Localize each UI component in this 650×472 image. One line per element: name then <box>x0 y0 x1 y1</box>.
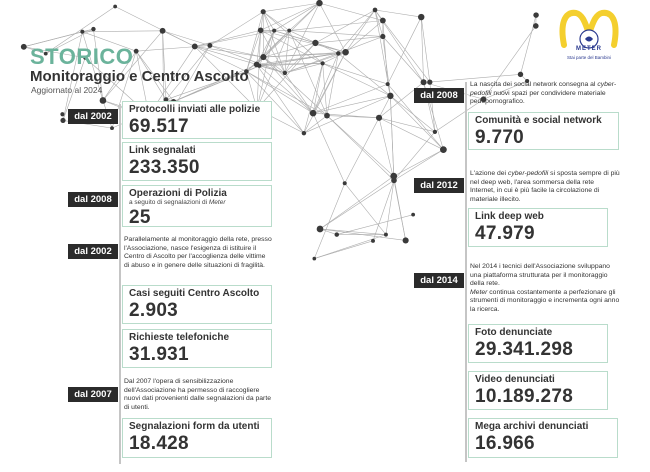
network-node <box>207 43 212 48</box>
card-link-deep-web <box>468 208 608 247</box>
year-badge-2008-right: dal 2008 <box>414 88 464 103</box>
network-node <box>310 110 317 117</box>
card-label: Operazioni di Polizia <box>129 188 227 199</box>
network-link <box>289 21 383 31</box>
network-link <box>163 31 210 46</box>
network-node <box>418 14 424 20</box>
network-node <box>260 54 266 60</box>
network-link <box>345 118 379 183</box>
network-node <box>518 72 523 77</box>
card-label: Video denunciati <box>475 374 555 385</box>
card-value: 31.931 <box>129 344 189 365</box>
network-node <box>533 12 538 17</box>
left-timeline-line <box>119 104 121 464</box>
network-link <box>327 116 394 177</box>
network-node <box>533 23 539 29</box>
network-link <box>337 215 413 235</box>
network-node <box>391 178 397 184</box>
network-link <box>304 96 390 133</box>
network-node <box>316 0 323 6</box>
card-label: Richieste telefoniche <box>129 332 230 343</box>
network-node <box>261 9 266 14</box>
network-node <box>321 61 325 65</box>
note-social-network: La nascita dei social network consegna al cyber-pedofili nuovi spazi per condividere materiale pedopornografico. <box>470 81 617 106</box>
page-subtitle: Monitoraggio e Centro Ascolto <box>30 68 249 85</box>
logo-tagline: Stai parte del Bambini <box>566 55 612 60</box>
year-badge-2008: dal 2008 <box>68 192 118 207</box>
card-casi-centro-ascolto <box>122 285 272 324</box>
card-value: 25 <box>129 207 151 228</box>
network-node <box>433 130 437 134</box>
network-node <box>283 71 287 75</box>
note-sensibilizzazione: Dal 2007 l'opera di sensibilizzazione dell'Associazione ha permesso di raccogliere nuovi dati provenienti dalle segnalazioni da parte di utenti. <box>124 378 271 411</box>
network-link <box>383 37 424 83</box>
network-link <box>313 113 379 118</box>
network-link <box>394 180 406 240</box>
network-node <box>80 30 84 34</box>
network-link <box>521 15 537 74</box>
network-node <box>342 49 349 56</box>
network-node <box>91 27 95 31</box>
network-node <box>335 232 339 236</box>
network-link <box>386 180 394 234</box>
network-link <box>383 21 388 85</box>
network-node <box>192 44 198 50</box>
network-link <box>163 31 195 47</box>
card-comunita-social <box>468 112 619 150</box>
network-node <box>343 181 347 185</box>
network-link <box>304 63 323 133</box>
network-node <box>336 51 340 55</box>
card-value: 9.770 <box>475 127 525 148</box>
year-badge-2002-b: dal 2002 <box>68 244 118 259</box>
network-link <box>313 53 338 113</box>
year-badge-2007: dal 2007 <box>68 387 118 402</box>
network-link <box>313 113 345 183</box>
card-value: 10.189.278 <box>475 386 574 407</box>
card-label: Comunità e social network <box>475 115 602 126</box>
card-label: Segnalazioni form da utenti <box>129 421 260 432</box>
network-link <box>263 12 289 31</box>
network-node <box>254 62 260 68</box>
network-node <box>386 82 390 86</box>
network-node <box>134 49 139 54</box>
updated-date: Aggiornato al 2024 <box>31 85 103 95</box>
card-label: Foto denunciate <box>475 327 553 338</box>
card-segnalazioni-form <box>122 418 272 458</box>
network-node <box>258 27 264 33</box>
year-badge-2014: dal 2014 <box>414 273 464 288</box>
card-value: 16.966 <box>475 433 535 454</box>
network-node <box>317 226 324 233</box>
network-link <box>379 96 390 118</box>
note-piattaforma: Nel 2014 i tecnici dell'Associazione sviluppano una piattaforma strutturata per il monitoraggio della rete. Meter continua costantemente a perfezionare gli strumenti di monitoraggio e incrementa ogni anno la ricerca. <box>470 263 620 313</box>
network-link <box>285 73 313 113</box>
network-node <box>421 79 427 85</box>
network-link <box>323 63 388 84</box>
network-node <box>440 146 447 153</box>
network-node <box>160 28 166 34</box>
network-link <box>320 180 394 229</box>
card-value: 47.979 <box>475 223 535 244</box>
card-value: 233.350 <box>129 157 200 178</box>
card-mega-archivi <box>468 418 618 458</box>
card-video-denunciati <box>468 371 608 410</box>
card-value: 69.517 <box>129 116 189 137</box>
network-link <box>375 10 421 17</box>
network-node <box>60 112 64 116</box>
network-node <box>380 34 385 39</box>
network-node <box>376 115 382 121</box>
network-node <box>113 5 117 9</box>
network-node <box>371 239 375 243</box>
network-node <box>411 213 415 217</box>
network-link <box>327 116 394 181</box>
network-link <box>383 37 391 96</box>
card-label: Link segnalati <box>129 145 196 156</box>
card-value: 2.903 <box>129 300 179 321</box>
card-label: Casi seguiti Centro Ascolto <box>129 288 260 299</box>
network-node <box>403 237 409 243</box>
network-link <box>394 132 435 181</box>
network-node <box>384 233 388 237</box>
network-link <box>313 84 388 113</box>
card-sublabel: a seguito di segnalazioni di Meter <box>129 199 226 206</box>
network-link <box>314 235 386 259</box>
card-label: Link deep web <box>475 211 544 222</box>
page-title: STORICO <box>30 44 134 69</box>
network-link <box>319 3 345 52</box>
network-node <box>387 93 393 99</box>
network-node <box>313 257 317 261</box>
card-foto-denunciate <box>468 324 608 363</box>
network-node <box>312 40 318 46</box>
network-node <box>110 126 114 130</box>
network-node <box>272 29 276 33</box>
network-node <box>287 29 291 33</box>
card-label: Mega archivi denunciati <box>475 421 589 432</box>
network-node <box>100 97 107 104</box>
network-link <box>257 31 289 109</box>
network-node <box>60 118 65 123</box>
network-node <box>373 8 378 13</box>
network-link <box>394 150 443 181</box>
card-operazioni <box>122 185 272 227</box>
card-value: 29.341.298 <box>475 339 574 360</box>
network-node <box>21 44 27 50</box>
network-node <box>380 18 386 24</box>
network-link <box>313 96 390 113</box>
year-badge-2002: dal 2002 <box>68 109 118 124</box>
network-link <box>289 31 327 116</box>
note-centro-ascolto: Parallelamente al monitoraggio della rete, presso l'Associazione, nasce l'esigenza di istituire il Centro di Ascolto per l'accoglienza delle vittime di abuso e in genere delle situazioni di fragilità. <box>124 236 272 269</box>
right-timeline-line <box>465 82 467 462</box>
card-link-segnalati <box>122 142 272 181</box>
card-richieste-telefoniche <box>122 329 272 368</box>
network-link <box>257 3 320 64</box>
network-link <box>195 31 274 47</box>
card-protocolli <box>122 101 272 139</box>
network-link <box>261 3 320 30</box>
network-node <box>324 113 330 119</box>
card-label: Protocolli inviati alle polizie <box>129 104 261 115</box>
logo-name: METER <box>576 46 602 52</box>
year-badge-2012: dal 2012 <box>414 178 464 193</box>
network-link <box>314 183 344 258</box>
network-node <box>302 131 306 135</box>
note-deep-web: L'azione dei cyber-pedofili si sposta sempre di più nel deep web, l'area sommersa della rete Internet, in cui è più facile la circolazione di materiale illecito. <box>470 170 620 203</box>
network-node <box>427 79 432 84</box>
card-value: 18.428 <box>129 433 189 454</box>
network-link <box>320 176 394 229</box>
